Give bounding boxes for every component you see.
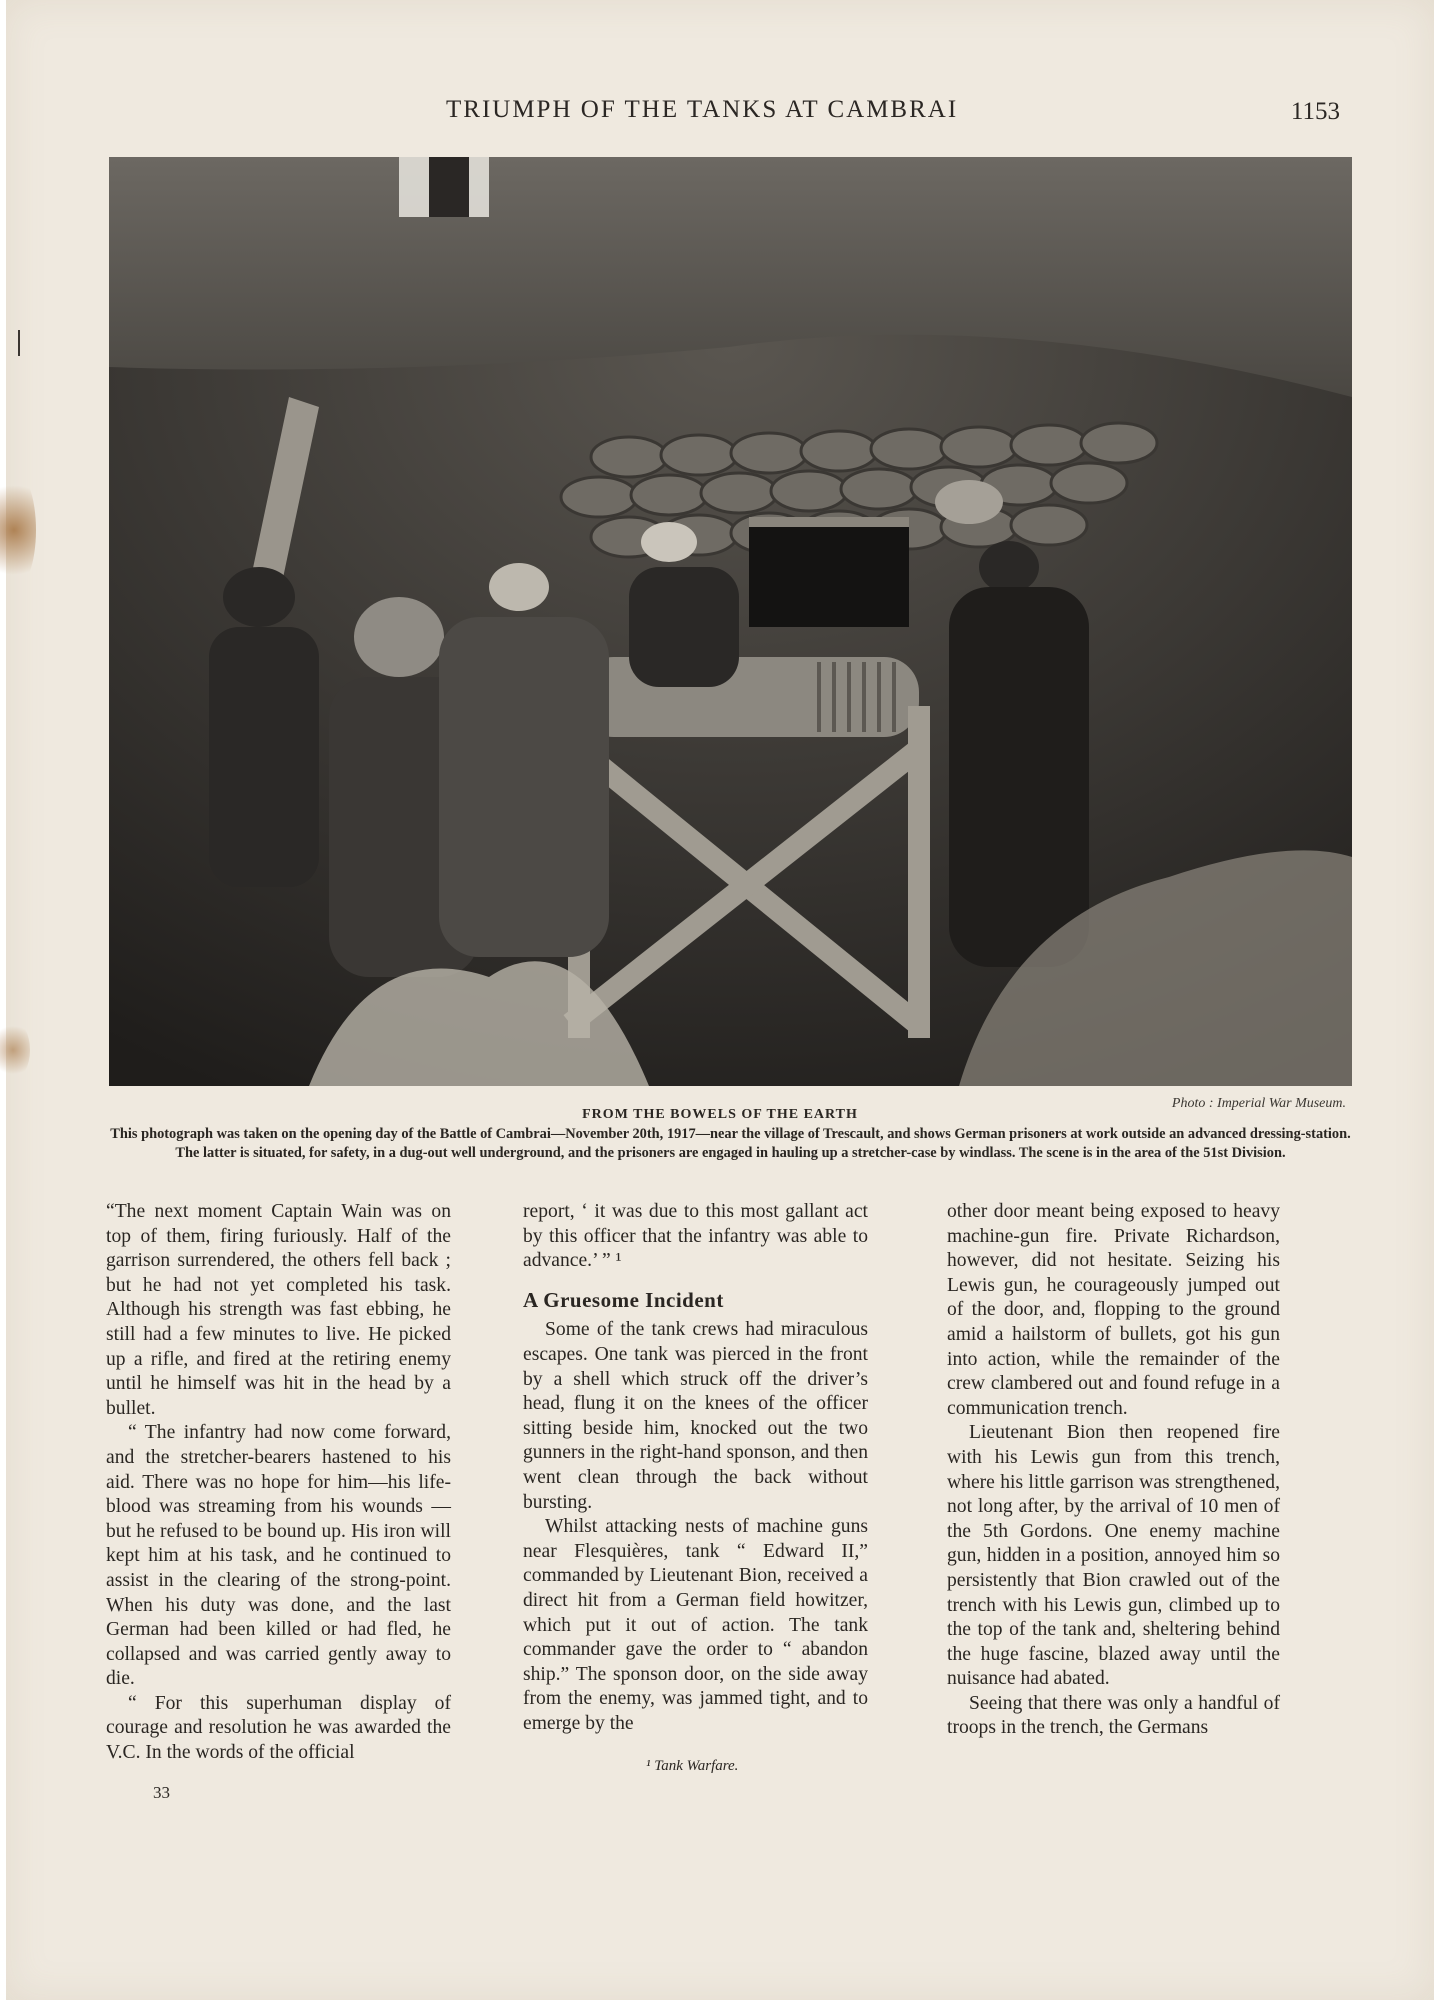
section-heading: A Gruesome Incident xyxy=(523,1287,724,1312)
footnote: ¹ Tank Warfare. xyxy=(646,1758,739,1774)
text-column-3 xyxy=(947,1200,1280,1741)
paragraph: Seeing that there was only a handful of troops in the trench, the Germans xyxy=(947,1692,1280,1739)
photo-illustration xyxy=(109,157,1352,1086)
paragraph: other door meant being exposed to heavy machine-gun fire. Private Richardson, however, did not hesitate. Seizing his Lewis gun, he courageously jumped out of the door, and, flopping to the ground amid a hailstorm of bullets, got his gun into action, while the remainder of the crew clambered out and found refuge in a communication trench. xyxy=(947,1201,1280,1419)
paper-stain xyxy=(0,1020,30,1080)
paragraph: “ For this superhuman display of courage and resolution he was awarded the V.C. In the words of the official xyxy=(106,1692,451,1764)
margin-mark xyxy=(18,330,20,356)
paragraph: Lieutenant Bion then reopened fire with his Lewis gun from this trench, where his little garrison was strengthened, not long after, by the arrival of 10 men of the 5th Gordons. One enemy machine gun, hidden in a position, annoyed him so persistently that Bion crawled out of the trench with his Lewis gun, climbed up to the top of the tank and, sheltering behind the huge fascine, blazed away until the nuisance had abated. xyxy=(947,1422,1280,1690)
caption-title: FROM THE BOWELS OF THE EARTH xyxy=(582,1107,858,1122)
paragraph: report, ‘ it was due to this most gallant act by this officer that the infantry was able to advance.’ ” ¹ xyxy=(523,1201,868,1272)
photo-credit: Photo : Imperial War Museum. xyxy=(1171,1096,1346,1111)
signature-mark: 33 xyxy=(153,1783,170,1802)
paper-stain xyxy=(0,470,36,590)
paragraph: Whilst attacking nests of machine guns near Flesquières, tank “ Edward II,” commanded by Lieutenant Bion, received a direct hit from a German field howitzer, which put it out of action. The tank commander gave the order to “ abandon ship.” The sponson door, on the side away from the enemy, was jammed tight, and to emerge by the xyxy=(523,1516,868,1734)
paragraph: “ The infantry had now come forward, and the stretcher-bearers hastened to his aid. There was no hope for him—his life-blood was streaming from his wounds —but he refused to be bound up. His iron will kept him at his task, and he continued to assist in the clearing of the strong-point. When his duty was done, and the last German had been killed or had fled, he collapsed and was carried gently away to die. xyxy=(106,1422,451,1690)
magazine-page xyxy=(6,0,1434,2000)
text-column-2 xyxy=(523,1200,868,1736)
trench-photograph xyxy=(109,157,1352,1086)
caption-body: This photograph was taken on the opening day of the Battle of Cambrai—November 20th, 1917—near the village of Trescault, and shows German prisoners at work outside an advanced dressing-station. The latter is situated, for safety, in a dug-out well underground, and the prisoners are engaged in hauling up a stretcher-case by windlass. The scene is in the area of the 51st Division. xyxy=(110,1126,1351,1161)
running-title: TRIUMPH OF THE TANKS AT CAMBRAI xyxy=(446,96,959,123)
paragraph: “The next moment Captain Wain was on top of them, firing furiously. Half of the garrison surrendered, the others fell back ; but he had not yet completed his task. Although his strength was fast ebbing, he still had a few minutes to live. He picked up a rifle, and fired at the retiring enemy until he himself was hit in the head by a bullet. xyxy=(106,1201,451,1419)
page-number: 1153 xyxy=(1290,98,1340,125)
text-column-1 xyxy=(106,1200,451,1766)
paragraph: Some of the tank crews had miraculous escapes. One tank was pierced in the front by a shell which struck off the driver’s head, flung it on the knees of the officer sitting beside him, knocked out the two gunners in the right-hand sponson, and then went clean through the back without bursting. xyxy=(523,1319,868,1513)
page-header xyxy=(6,96,1434,136)
